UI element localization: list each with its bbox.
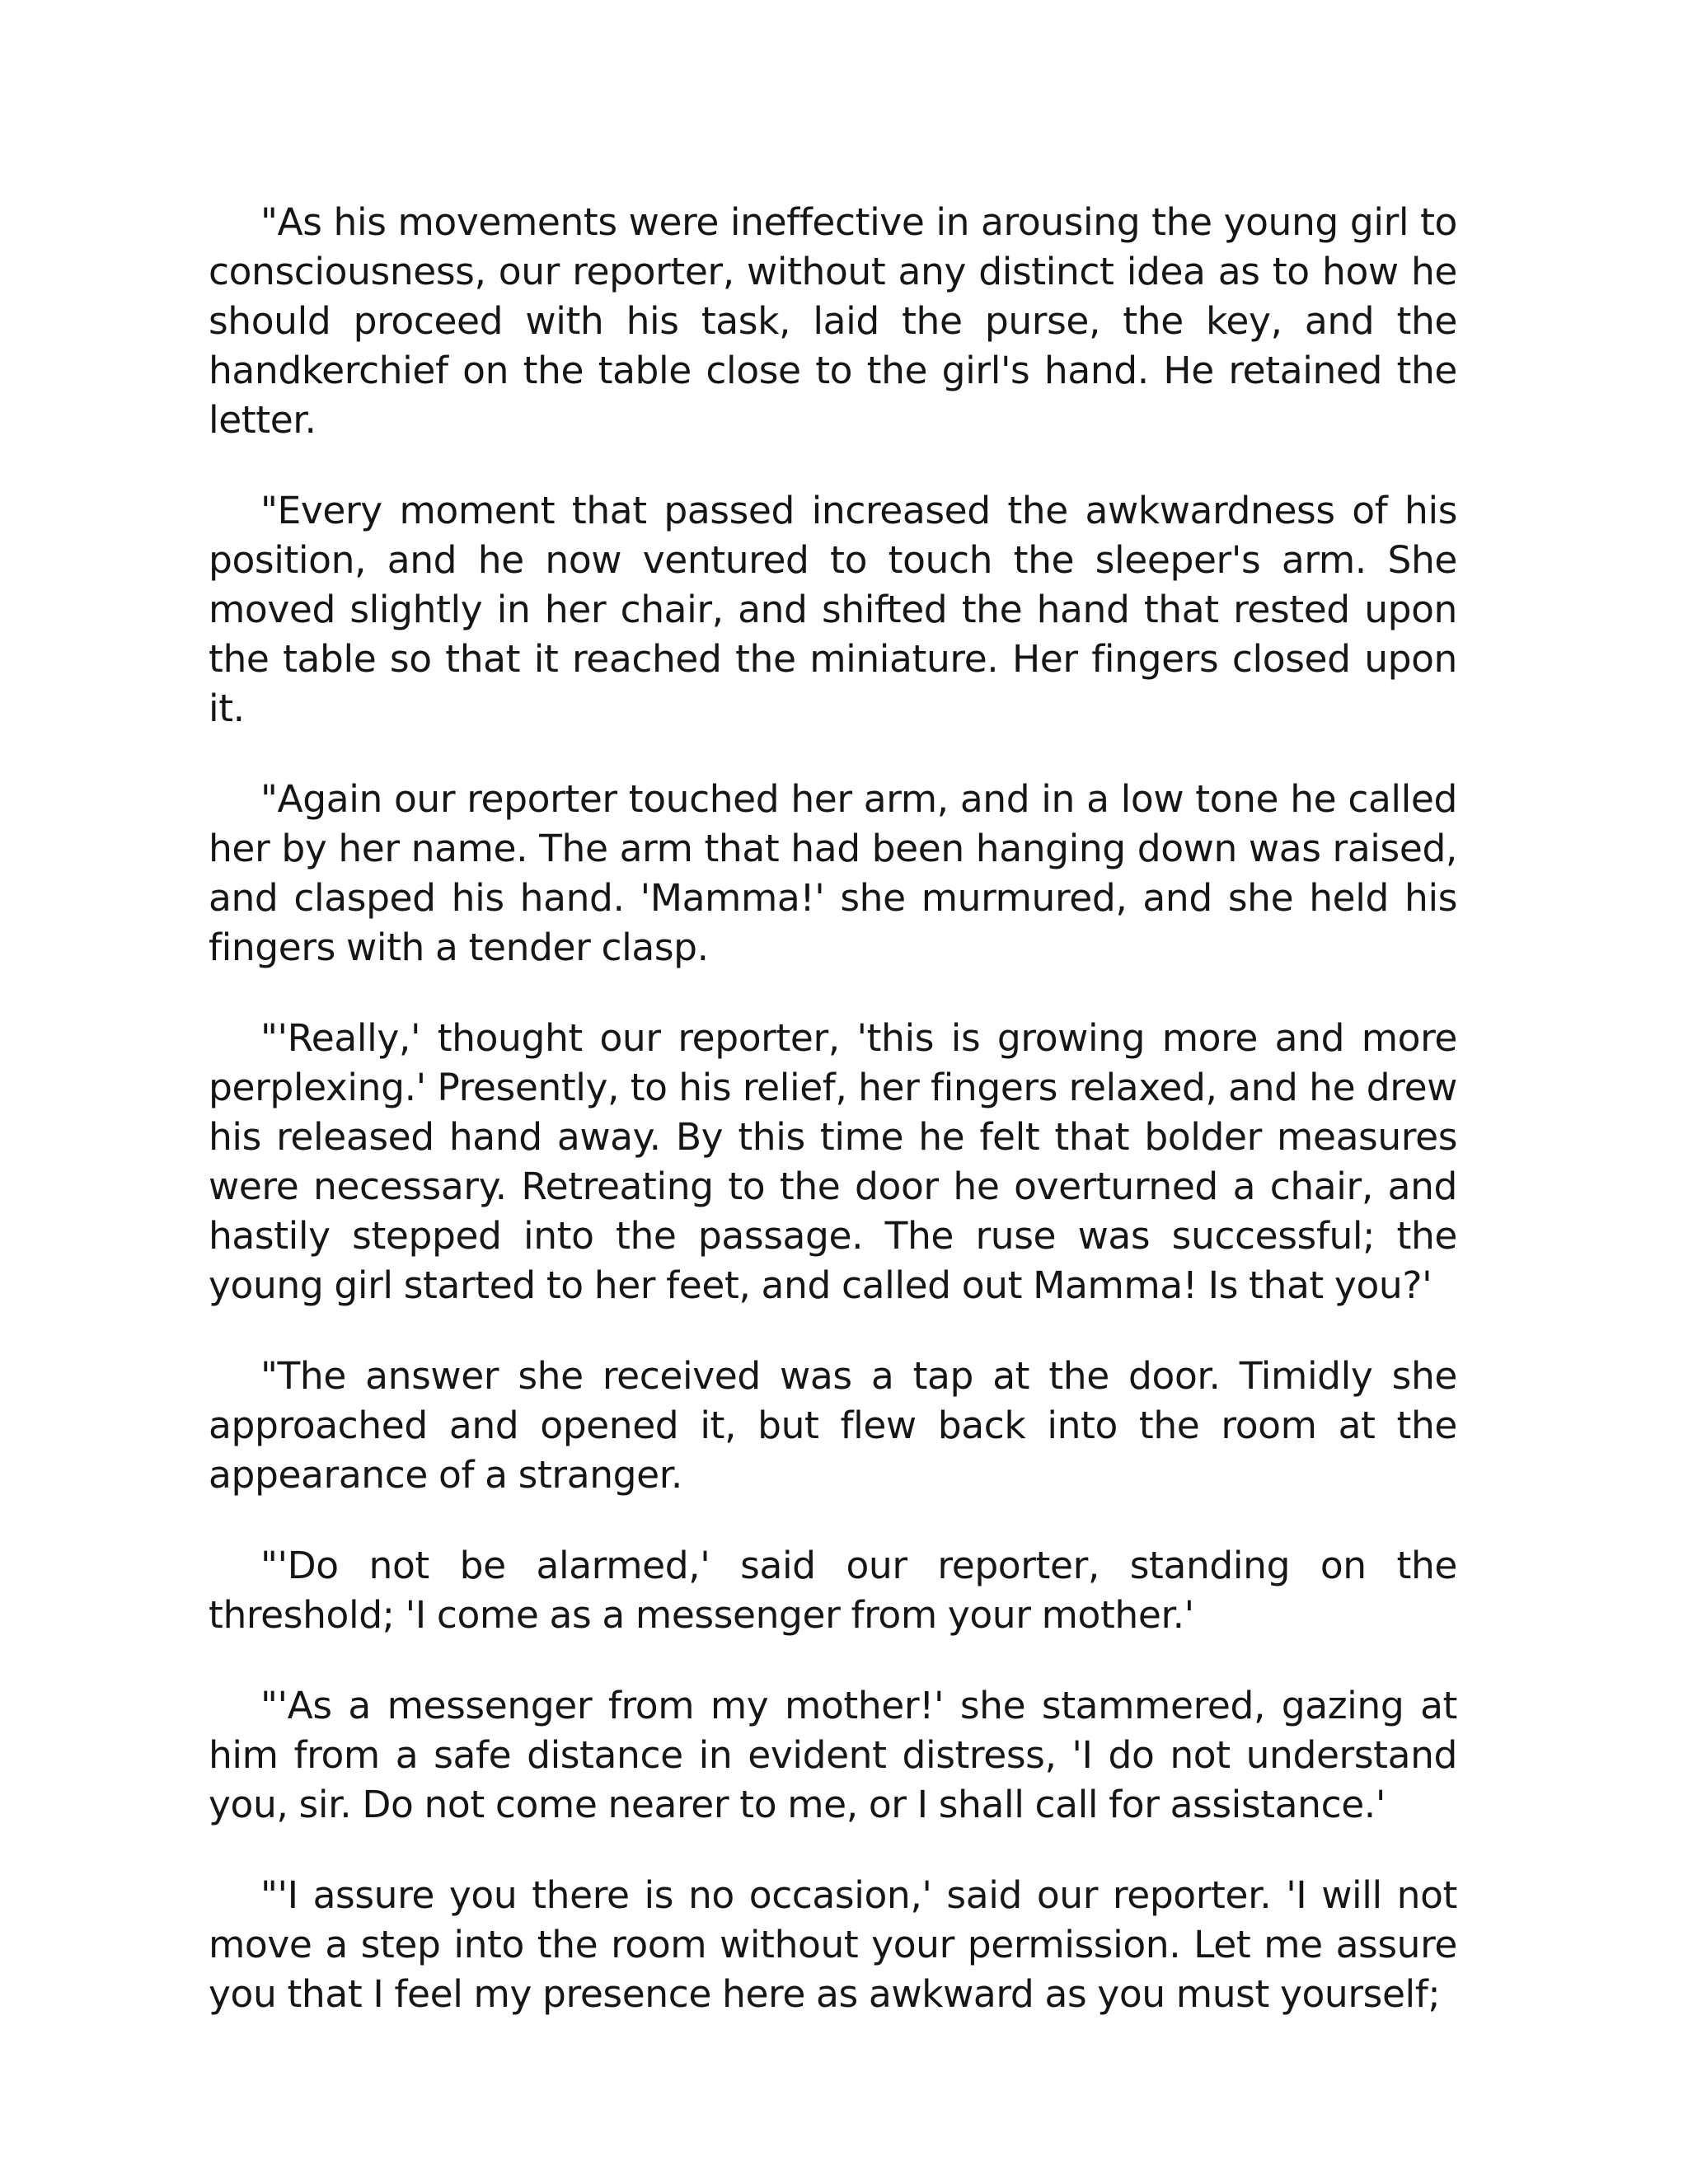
paragraph-7: "'As a messenger from my mother!' she stammered, gazing at him from a safe distance in evident distress, 'I do not understand you, sir. Do not come nearer to me, or I shall call for assistance.' [209, 1684, 1457, 1826]
paragraph-6: "'Do not be alarmed,' said our reporter, standing on the threshold; 'I come as a messenger from your mother.' [209, 1544, 1457, 1637]
body-text [209, 198, 1457, 2060]
paragraph-2: "Every moment that passed increased the awkwardness of his position, and he now ventured to touch the sleeper's arm. She moved slightly in her chair, and shifted the hand that rested upon the table so that it reached the miniature. Her fingers closed upon it. [209, 489, 1457, 730]
paragraph-1: "As his movements were ineffective in arousing the young girl to consciousness, our reporter, without any distinct idea as to how he should proceed with his task, laid the purse, the key, and the handkerchief on the table close to the girl's hand. He retained the letter. [209, 200, 1457, 442]
paragraph-3: "Again our reporter touched her arm, and in a low tone he called her by her name. The arm that had been hanging down was raised, and clasped his hand. 'Mamma!' she murmured, and she held his fingers with a tender clasp. [209, 777, 1457, 969]
paragraph-5: "The answer she received was a tap at the door. Timidly she approached and opened it, but flew back into the room at the appearance of a stranger. [209, 1354, 1457, 1497]
paragraph-8: "'I assure you there is no occasion,' said our reporter. 'I will not move a step into the room without your permission. Let me assure you that I feel my presence here as awkward as you must yourself; [209, 1873, 1457, 2016]
paragraph-4: "'Really,' thought our reporter, 'this is growing more and more perplexing.' Presently, to his relief, her fingers relaxed, and he drew his released hand away. By this time he felt that bolder measures were necessary. Retreating to the door he overturned a chair, and hastily stepped into the passage. The ruse was successful; the young girl started to her feet, and called out Mamma! Is that you?' [209, 1016, 1457, 1307]
